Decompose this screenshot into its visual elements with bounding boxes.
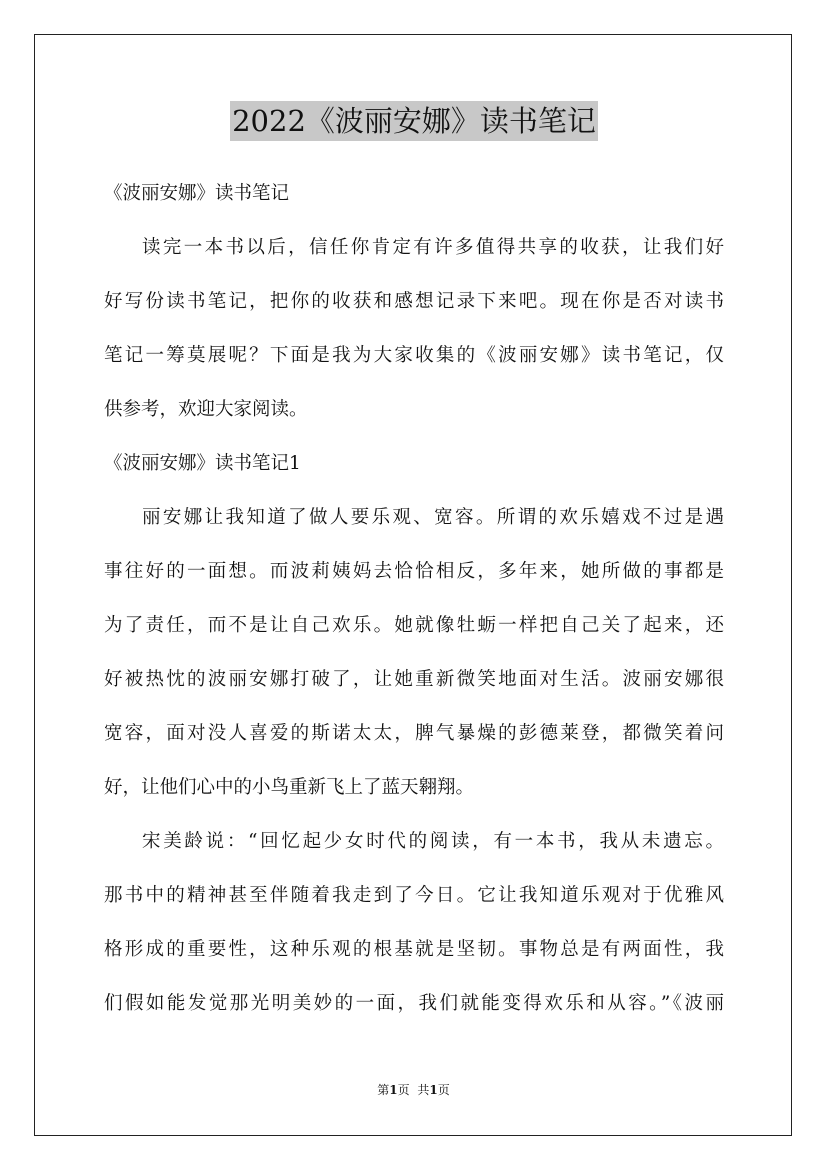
paragraph-line: 为了责任，而不是让自己欢乐。她就像牡蛎一样把自己关了起来，还 <box>104 615 724 636</box>
section-heading: 《波丽安娜》读书笔记1 <box>104 453 301 474</box>
paragraph-line: 事往好的一面想。而波莉姨妈去恰恰相反，多年来，她所做的事都是 <box>104 561 724 582</box>
paragraph-line: 好被热忱的波丽安娜打破了，让她重新微笑地面对生活。波丽安娜很 <box>104 669 724 690</box>
paragraph-line: 丽安娜让我知道了做人要乐观、宽容。所谓的欢乐嬉戏不过是遇 <box>142 507 724 528</box>
page-suffix: 页 <box>397 1083 410 1097</box>
total-prefix: 共 <box>417 1083 430 1097</box>
paragraph-line: 宽容，面对没人喜爱的斯诺太太，脾气暴燥的彭德莱登，都微笑着问 <box>104 723 724 744</box>
page-footer <box>0 1082 827 1098</box>
paragraph-line: 那书中的精神甚至伴随着我走到了今日。它让我知道乐观对于优雅风 <box>104 885 724 906</box>
total-suffix: 页 <box>437 1083 450 1097</box>
paragraph-line: 供参考，欢迎大家阅读。 <box>104 399 308 420</box>
paragraph-line: 好写份读书笔记，把你的收获和感想记录下来吧。现在你是否对读书 <box>104 291 724 312</box>
current-page-number: 1 <box>389 1083 398 1097</box>
total-pages-number: 1 <box>429 1083 438 1097</box>
paragraph-line: 宋美龄说：“回忆起少女时代的阅读，有一本书，我从未遗忘。 <box>142 831 724 852</box>
paragraph-line: 们假如能发觉那光明美妙的一面，我们就能变得欢乐和从容。”《波丽 <box>104 993 724 1014</box>
paragraph-line: 笔记一筹莫展呢？下面是我为大家收集的《波丽安娜》读书笔记，仅 <box>104 345 724 366</box>
paragraph-line: 格形成的重要性，这种乐观的根基就是坚韧。事物总是有两面性，我 <box>104 939 724 960</box>
page-prefix: 第 <box>377 1083 390 1097</box>
paragraph-line: 读完一本书以后，信任你肯定有许多值得共享的收获，让我们好 <box>142 237 724 258</box>
subtitle-line: 《波丽安娜》读书笔记 <box>104 183 290 204</box>
paragraph-line: 好，让他们心中的小鸟重新飞上了蓝天翱翔。 <box>104 777 475 798</box>
document-title: 2022《波丽安娜》读书笔记 <box>230 101 598 141</box>
